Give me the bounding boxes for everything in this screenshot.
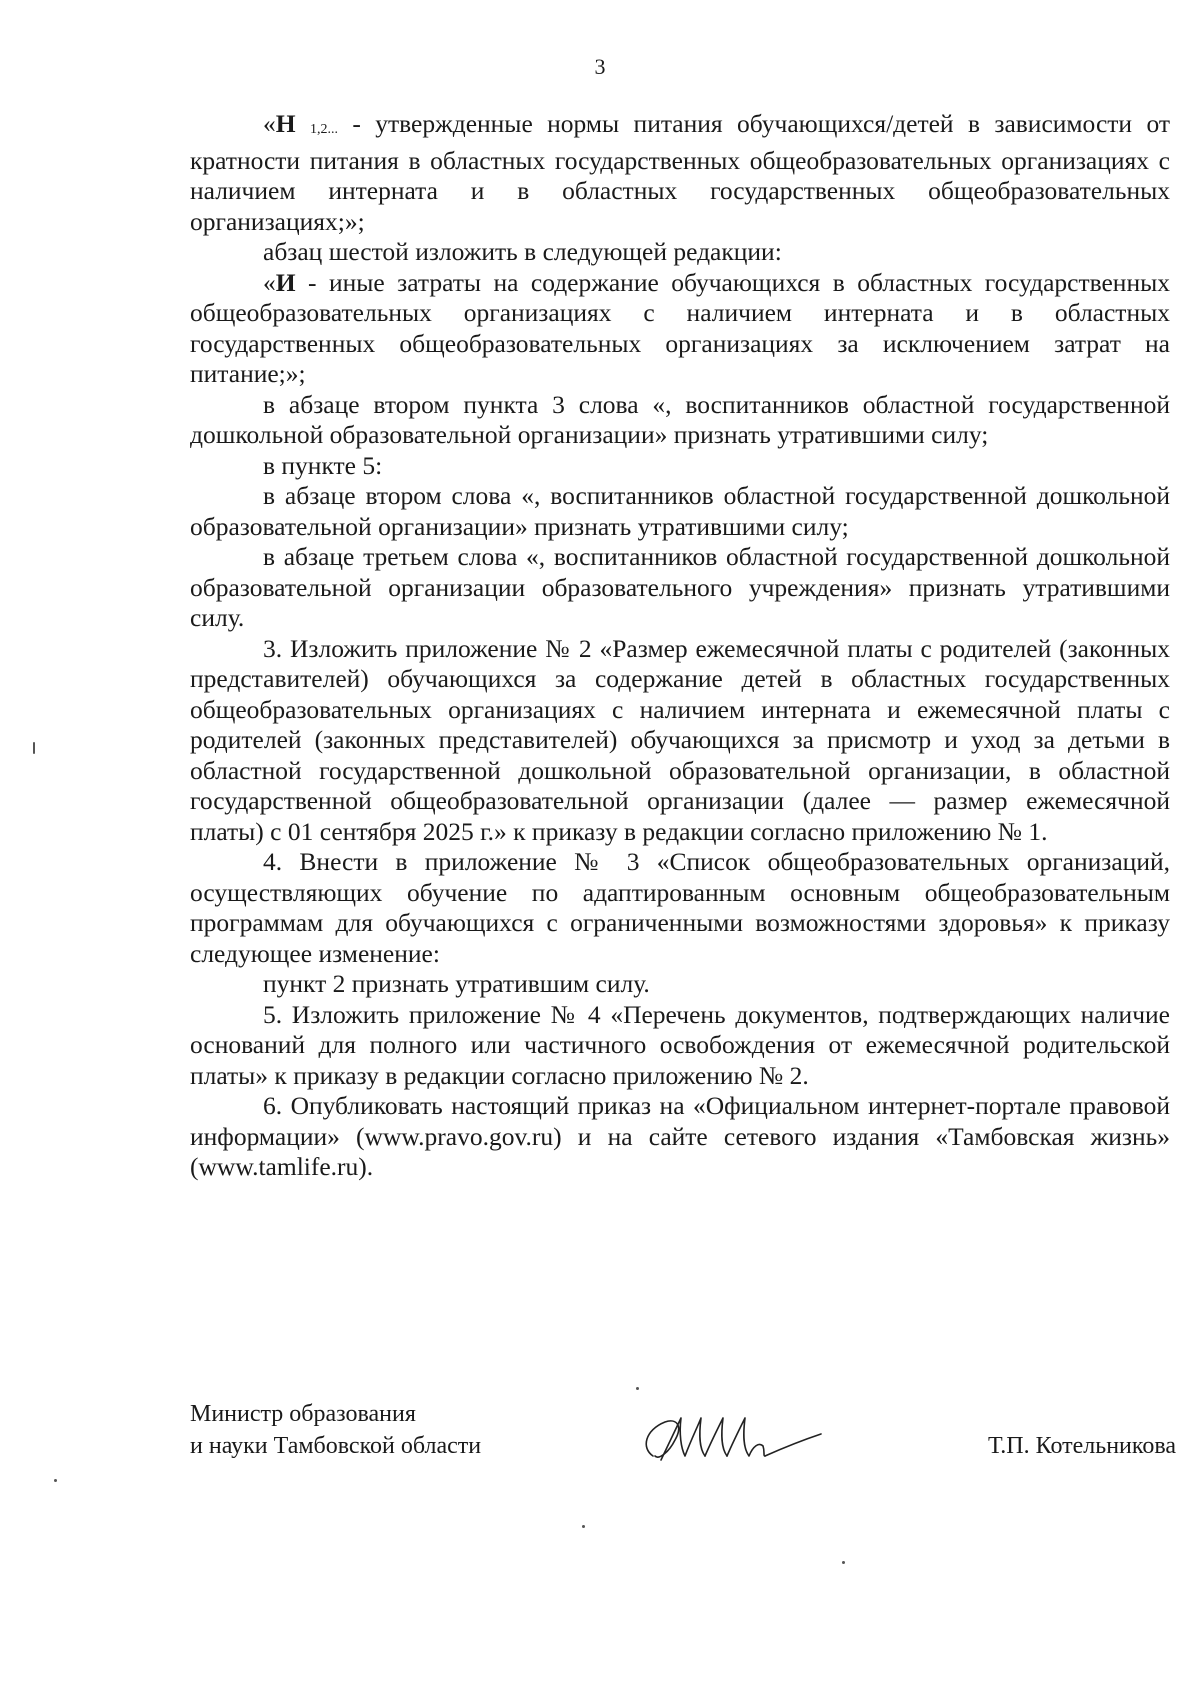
page-number: 3 [594, 54, 606, 79]
formula-definition-text: - иные затраты на содержание обучающихся в областных государственных общеобразовательных организациях с наличием интерната и в областных государственных общеобразовательных организациях за исключением затрат на питание;»; [190, 267, 1170, 388]
signatory-title [190, 1398, 481, 1462]
paragraph-11: 5. Изложить приложение № 4 «Перечень документов, подтверждающих наличие оснований для полного или частичного освобождения от ежемесячной родительской платы» к приказу в редакции согласно приложению № 2. [190, 999, 1170, 1090]
paragraph-9: 4. Внести в приложение № 3 «Список общеобразовательных организаций, осуществляющих обучение по адаптированным основным общеобразовательным программам для обучающихся с ограниченными возможностями здоровья» к приказу следующее изменение: [190, 847, 1170, 968]
paragraph-12: 6. Опубликовать настоящий приказ на «Официальном интернет-портале правовой информации» (www.pravo.gov.ru) и на сайте сетевого издания «Тамбовская жизнь» (www.tamlife.ru). [190, 1091, 1170, 1181]
signatory-name: Т.П. Котельникова [988, 1433, 1176, 1459]
scan-speck [636, 1387, 639, 1390]
quote-open: « [263, 109, 276, 138]
signatory-title-line-2: и науки Тамбовской области [190, 1433, 482, 1459]
scan-speck [33, 742, 35, 754]
signatory-title-line-1: Министр образования [190, 1401, 416, 1427]
scan-speck [582, 1525, 585, 1528]
scan-speck [54, 1479, 57, 1482]
formula-definition-text: - утвержденные нормы питания обучающихся/детей в зависимости от кратности питания в областных государственных общеобразовательных организациях с наличием интерната и в областных государственных общеобразовательных организациях;»; [190, 109, 1170, 236]
formula-definition-h [190, 109, 1170, 237]
document-body [190, 109, 1170, 1183]
formula-definition-i [190, 268, 1170, 390]
paragraph-10: пункт 2 признать утратившим силу. [263, 969, 650, 998]
paragraph-4: в абзаце втором пункта 3 слова «, воспитанников областной государственной дошкольной образовательной организации» признать утратившими силу; [190, 389, 1170, 449]
scan-speck [842, 1561, 845, 1564]
formula-symbol-h: Н [275, 109, 296, 138]
handwritten-signature [635, 1404, 825, 1476]
formula-subscript: 1,2... [309, 122, 338, 137]
paragraph-5: в пункте 5: [263, 450, 383, 480]
paragraph-7: в абзаце третьем слова «, воспитанников областной государственной дошкольной образовательной организации образовательного учреждения» признать утратившими силу. [190, 542, 1170, 632]
paragraph-8: 3. Изложить приложение № 2 «Размер ежемесячной платы с родителей (законных представителей) обучающихся за содержание детей в областных государственных общеобразовательных организациях с наличием интерната и ежемесячной платы с родителей (законных представителей) обучающихся за присмотр и уход за детьми в областной государственной дошкольной образовательной организации, в областной государственной общеобразовательной организации (далее — размер ежемесячной платы) с 01 сентября 2025 г.» к приказу в редакции согласно приложению № 1. [190, 633, 1170, 846]
formula-symbol-i: И [275, 267, 296, 297]
quote-open: « [263, 267, 276, 297]
paragraph-2: абзац шестой изложить в следующей редакции: [263, 237, 782, 266]
signature-block [190, 1398, 1180, 1478]
paragraph-6: в абзаце втором слова «, воспитанников областной государственной дошкольной образовательной организации» признать утратившими силу; [190, 481, 1170, 541]
